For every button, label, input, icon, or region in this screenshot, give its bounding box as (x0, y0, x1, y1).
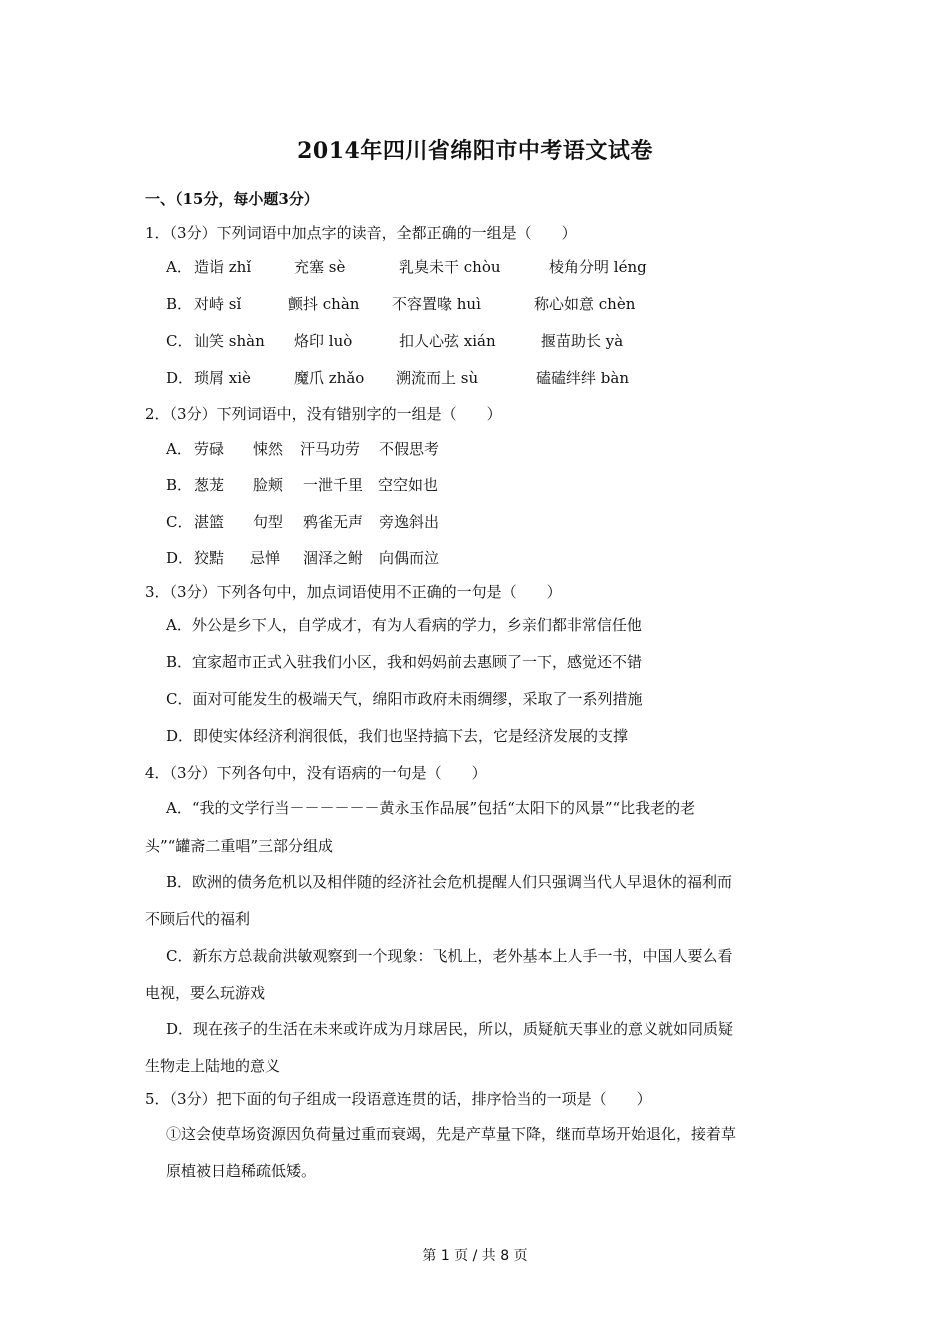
q2-option-d[interactable] (166, 548, 766, 568)
q2-option-b[interactable] (166, 475, 766, 495)
question-2-stem: 2．（3分）下列词语中，没有错别字的一组是（ ） (145, 405, 502, 423)
q4-option-a-cont: 头”“罐斋二重唱”三部分组成 (145, 837, 334, 855)
option-item: 魔爪 zhǎo (294, 369, 365, 387)
option-item: 涸泽之鲋 (303, 549, 364, 567)
section-heading: 一、（15分，每小题3分） (145, 190, 319, 208)
q4-option-b-cont: 不顾后代的福利 (145, 910, 251, 928)
option-item: 脸颊 (253, 476, 284, 494)
option-item: 充塞 sè (294, 258, 346, 276)
option-label: B． (166, 295, 193, 313)
option-item: 忌惮 (250, 549, 281, 567)
option-label: A． (166, 258, 192, 276)
option-label: D． (166, 549, 194, 567)
option-item: 悚然 (253, 440, 284, 458)
option-item: 磕磕绊绊 bàn (536, 369, 629, 387)
option-item: 棱角分明 léng (549, 258, 647, 276)
option-item: 乳臭未干 chòu (399, 258, 501, 276)
q3-option-b[interactable]: B．宜家超市正式入驻我们小区，我和妈妈前去惠顾了一下，感觉还不错 (166, 653, 643, 671)
option-item: 向偶而泣 (379, 549, 440, 567)
question-4-stem: 4．（3分）下列各句中，没有语病的一句是（ ） (145, 764, 487, 782)
q5-sentence-1-cont: 原植被日趋稀疏低矮。 (166, 1162, 317, 1180)
q4-option-c-cont: 电视，要么玩游戏 (145, 984, 266, 1002)
q2-option-a[interactable] (166, 439, 766, 459)
option-label: D． (166, 369, 194, 387)
option-label: C． (166, 513, 193, 531)
option-item: 劳碌 (194, 440, 225, 458)
q4-option-d-cont: 生物走上陆地的意义 (145, 1057, 281, 1075)
option-item: 不假思考 (379, 440, 440, 458)
q4-option-a[interactable]: A．“我的文学行当－－－－－－黄永玉作品展”包括“太阳下的风景”“比我老的老 (166, 799, 696, 817)
q1-option-d[interactable] (166, 368, 766, 388)
option-item: 讪笑 shàn (194, 332, 265, 350)
option-label: A． (166, 440, 192, 458)
question-1-stem: 1．（3分）下列词语中加点字的读音，全都正确的一组是（ ） (145, 224, 577, 242)
q3-option-d[interactable]: D．即使实体经济利润很低，我们也坚持搞下去，它是经济发展的支撑 (166, 727, 629, 745)
option-item: 颤抖 chàn (288, 295, 360, 313)
option-item: 不容置喙 huì (392, 295, 481, 313)
option-item: 汗马功劳 (300, 440, 361, 458)
page-title: 2014年四川省绵阳市中考语文试卷 (297, 138, 653, 164)
option-item: 狡黠 (194, 549, 225, 567)
option-item: 扣人心弦 xián (399, 332, 496, 350)
q4-option-c[interactable]: C．新东方总裁俞洪敏观察到一个现象：飞机上，老外基本上人手一书，中国人要么看 (166, 947, 733, 965)
option-label: B． (166, 476, 193, 494)
option-item: 琐屑 xiè (194, 369, 251, 387)
q4-option-d[interactable]: D．现在孩子的生活在未来或许成为月球居民，所以，质疑航天事业的意义就如同质疑 (166, 1020, 734, 1038)
option-item: 空空如也 (378, 476, 439, 494)
option-item: 湛篮 (194, 513, 225, 531)
question-5-stem: 5．（3分）把下面的句子组成一段语意连贯的话，排序恰当的一项是（ ） (145, 1090, 652, 1108)
option-item: 葱茏 (194, 476, 225, 494)
option-item: 烙印 luò (294, 332, 353, 350)
option-item: 溯流而上 sù (396, 369, 479, 387)
q2-option-c[interactable] (166, 512, 766, 532)
option-item: 鸦雀无声 (303, 513, 364, 531)
option-item: 造诣 zhǐ (194, 258, 252, 276)
q1-option-b[interactable] (166, 294, 766, 314)
option-item: 一泄千里 (303, 476, 364, 494)
page-footer: 第 1 页 / 共 8 页 (422, 1248, 528, 1264)
q5-sentence-1: ①这会使草场资源因负荷量过重而衰竭，先是产草量下降，继而草场开始退化，接着草 (166, 1125, 737, 1143)
option-item: 称心如意 chèn (534, 295, 636, 313)
option-item: 揠苗助长 yà (541, 332, 624, 350)
q4-option-b[interactable]: B．欧洲的债务危机以及相伴随的经济社会危机提醒人们只强调当代人早退休的福利而 (166, 873, 733, 891)
option-item: 对峙 sǐ (194, 295, 242, 313)
q1-option-c[interactable] (166, 331, 766, 351)
q3-option-c[interactable]: C．面对可能发生的极端天气，绵阳市政府未雨绸缪，采取了一系列措施 (166, 690, 643, 708)
option-item: 句型 (253, 513, 284, 531)
question-3-stem: 3．（3分）下列各句中，加点词语使用不正确的一句是（ ） (145, 583, 562, 601)
option-label: C． (166, 332, 193, 350)
option-item: 旁逸斜出 (379, 513, 440, 531)
q3-option-a[interactable]: A．外公是乡下人，自学成才，有为人看病的学力，乡亲们都非常信任他 (166, 616, 642, 634)
q1-option-a[interactable] (166, 257, 766, 277)
